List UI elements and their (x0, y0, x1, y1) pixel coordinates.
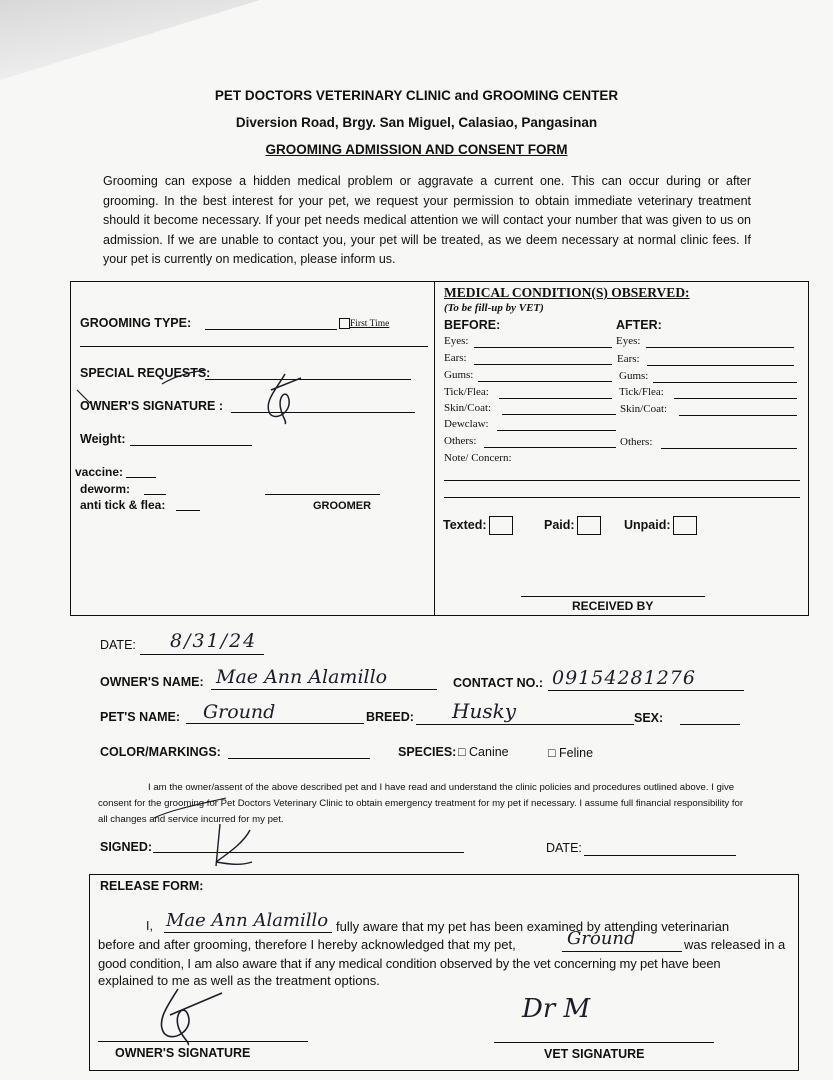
weight-label: Weight: (80, 432, 126, 446)
clinic-address: Diversion Road, Brgy. San Miguel, Calasiao, Pangasinan (235, 115, 598, 130)
special-requests-field[interactable] (205, 379, 411, 380)
release-name-value[interactable]: Mae Ann Alamillo (166, 910, 329, 931)
before-skincoat: Skin/Coat: (444, 402, 492, 414)
unpaid-label (624, 516, 697, 535)
release-title: RELEASE FORM: (100, 879, 204, 893)
contact-value[interactable]: 09154281276 (552, 667, 696, 689)
special-requests-label: SPECIAL REQUESTS: (80, 366, 211, 380)
box-divider (434, 281, 435, 616)
page-fold-shadow (0, 0, 260, 80)
after-tickflea: Tick/Flea: (619, 386, 664, 398)
vet-signature-line[interactable] (494, 1042, 714, 1043)
contact-line (548, 690, 744, 691)
vaccine-field[interactable] (126, 477, 156, 478)
received-by-line[interactable] (521, 596, 705, 597)
after-eyes: Eyes: (616, 335, 641, 347)
before-eyes-field[interactable] (474, 347, 612, 348)
after-ears: Ears: (617, 353, 640, 365)
vet-signature-label: VET SIGNATURE (544, 1047, 645, 1061)
after-skincoat-field[interactable] (679, 415, 797, 416)
pen-stroke-2 (160, 368, 210, 388)
anti-tick-label: anti tick & flea: (80, 498, 166, 512)
before-label: BEFORE: (444, 318, 501, 332)
after-others: Others: (620, 436, 653, 448)
breed-label: BREED: (366, 710, 414, 724)
signed-date-label: DATE: (546, 841, 582, 855)
client-signature-scribble (200, 822, 260, 872)
release-i: I, (146, 919, 153, 933)
pet-name-label: PET'S NAME: (100, 710, 181, 724)
received-by-label: RECEIVED BY (572, 599, 654, 613)
clinic-name: PET DOCTORS VETERINARY CLINIC and GROOMING CENTER (214, 88, 619, 103)
breed-value[interactable]: Husky (452, 699, 517, 723)
before-dewclaw: Dewclaw: (444, 418, 489, 430)
release-text-2: before and after grooming, therefore I hereby acknowledged that my pet, (98, 937, 516, 952)
before-ears: Ears: (444, 352, 467, 364)
color-markings-field[interactable] (228, 758, 370, 759)
note-line-1[interactable] (444, 480, 800, 481)
unpaid-checkbox[interactable] (673, 516, 697, 535)
before-others: Others: (444, 435, 477, 447)
release-text-1: fully aware that my pet has been examined by attending veterinarian (336, 919, 730, 934)
sex-field[interactable] (680, 724, 740, 725)
anti-tick-field[interactable] (176, 510, 200, 511)
date-value[interactable]: 8/31/24 (170, 630, 258, 652)
vaccine-label: vaccine: (75, 465, 124, 479)
before-gums-field[interactable] (478, 381, 612, 382)
owner-signature-scribble-1 (255, 370, 305, 425)
first-time-checkbox[interactable] (339, 318, 350, 329)
release-name-line (164, 932, 332, 933)
release-text-4: good condition, I am also aware that if any medical condition observed by the vet concerning my pet have been (98, 956, 721, 971)
before-gums: Gums: (444, 369, 474, 381)
species-canine-option[interactable]: □ Canine (458, 745, 509, 759)
intro-paragraph: Grooming can expose a hidden medical problem or aggravate a current one. This can occur during or after grooming. In the best interest for your pet, we request your permission to obtain immediate veterinary treatment should it become necessary. If your pet needs medical attention we will contact your number that was given to us on admission. If we are unable to contact you, your pet will be treated, as we deem necessary at normal clinic fees. If your pet is currently on medication, please inform us. (103, 174, 751, 266)
groomer-signature-line[interactable] (265, 494, 380, 495)
pet-name-line (186, 723, 364, 724)
breed-line (416, 724, 634, 725)
form-title: GROOMING ADMISSION AND CONSENT FORM (265, 142, 568, 157)
after-others-field[interactable] (661, 448, 797, 449)
before-tickflea: Tick/Flea: (444, 386, 489, 398)
owner-signature-line[interactable] (98, 1041, 308, 1042)
before-tickflea-field[interactable] (499, 398, 612, 399)
color-markings-label: COLOR/MARKINGS: (100, 745, 221, 759)
paid-label (544, 516, 601, 535)
after-eyes-field[interactable] (646, 347, 794, 348)
texted-checkbox[interactable] (489, 516, 513, 535)
deworm-label: deworm: (80, 482, 131, 496)
before-eyes: Eyes: (444, 335, 469, 347)
weight-field[interactable] (130, 445, 252, 446)
consent-paragraph: I am the owner/assent of the above described pet and I have read and understand the clinic policies and procedures outlined above. I give consent for the grooming for Pet Doctors Veterinary Clinic to obtain emergency treatment for my pet if necessary. I assume full financial responsibility for all changes and service incurred for my pet. (98, 782, 744, 825)
species-label: SPECIES: (398, 745, 457, 759)
date-label: DATE: (100, 638, 136, 652)
after-ears-field[interactable] (647, 365, 794, 366)
groomer-label: GROOMER (313, 500, 372, 512)
release-owner-signature-label: OWNER'S SIGNATURE (115, 1046, 251, 1060)
after-gums-field[interactable] (653, 382, 797, 383)
first-time-label: First Time (350, 319, 390, 329)
note-concern-label: Note/ Concern: (444, 452, 512, 464)
before-skincoat-field[interactable] (502, 414, 616, 415)
date-line (140, 654, 264, 655)
release-pet-line (562, 951, 682, 952)
signed-label: SIGNED: (100, 840, 153, 854)
texted-label (443, 516, 513, 535)
pen-stroke (75, 388, 105, 418)
after-tickflea-field[interactable] (674, 398, 797, 399)
paid-text: Paid: (544, 517, 575, 532)
after-skincoat: Skin/Coat: (620, 403, 668, 415)
release-text-5: explained to me as well as the treatment options. (98, 973, 380, 988)
after-label: AFTER: (616, 318, 662, 332)
after-gums: Gums: (619, 370, 649, 382)
before-others-field[interactable] (484, 447, 616, 448)
grooming-type-field[interactable] (205, 329, 337, 330)
species-feline-option[interactable]: □ Feline (548, 746, 594, 760)
grooming-type-label: GROOMING TYPE: (80, 316, 192, 330)
owners-signature-label: OWNER'S SIGNATURE : (80, 399, 224, 413)
deworm-field[interactable] (144, 494, 166, 495)
owner-name-line (211, 689, 437, 690)
before-dewclaw-field[interactable] (497, 430, 616, 431)
before-ears-field[interactable] (474, 364, 612, 365)
unpaid-text: Unpaid: (624, 517, 671, 532)
release-text-3: was released in a (684, 937, 786, 952)
paid-checkbox[interactable] (577, 516, 601, 535)
owner-name-label: OWNER'S NAME: (100, 675, 204, 689)
sex-label: SEX: (634, 711, 664, 725)
release-pet-value[interactable]: Ground (567, 928, 636, 949)
signed-date-field[interactable] (584, 855, 736, 856)
grooming-type-field-2[interactable] (80, 346, 428, 347)
release-owner-signature-scribble (150, 985, 230, 1047)
texted-text: Texted: (443, 517, 487, 532)
vet-signature-value: Dr M (522, 994, 591, 1024)
note-line-2[interactable] (444, 497, 800, 498)
contact-label: CONTACT NO.: (453, 676, 544, 690)
medical-title: MEDICAL CONDITION(S) OBSERVED: (444, 285, 690, 300)
owner-name-value[interactable]: Mae Ann Alamillo (216, 666, 388, 688)
medical-subtitle: (To be fill-up by VET) (444, 302, 544, 314)
pet-name-value[interactable]: Ground (203, 701, 276, 723)
